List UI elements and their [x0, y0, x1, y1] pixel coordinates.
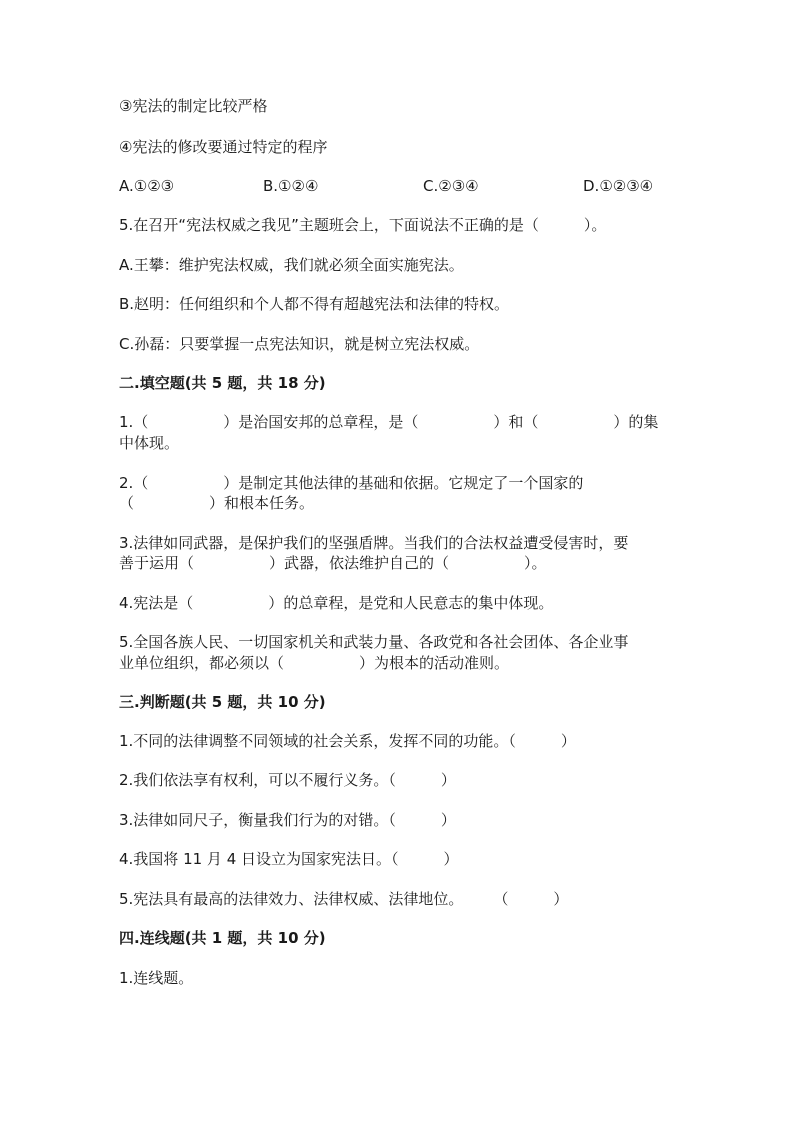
q4-option-d: D.①②③④ [583, 177, 654, 195]
fill-q1-line1: 1.（ ）是治国安邦的总章程，是（ ）和（ ）的集 [119, 413, 659, 431]
judge-q4: 4.我国将 11 月 4 日设立为国家宪法日。（ ） [119, 850, 459, 868]
judge-q2: 2.我们依法享有权利，可以不履行义务。（ ） [119, 771, 456, 789]
judge-q1: 1.不同的法律调整不同领域的社会关系，发挥不同的功能。（ ） [119, 732, 576, 750]
match-q1: 1.连线题。 [119, 969, 194, 987]
fill-q5-line1: 5.全国各族人民、一切国家机关和武装力量、各政党和各社会团体、各企业事 [119, 633, 629, 651]
q4-item-4: ④宪法的修改要通过特定的程序 [119, 138, 328, 156]
q5-option-a: A.王攀：维护宪法权威，我们就必须全面实施宪法。 [119, 256, 464, 274]
fill-q3-line2: 善于运用（ ）武器，依法维护自己的（ ）。 [119, 554, 547, 572]
q5-option-c: C.孙磊：只要掌握一点宪法知识，就是树立宪法权威。 [119, 335, 480, 353]
q4-option-a: A.①②③ [119, 177, 175, 195]
q5-stem: 5.在召开“宪法权威之我见”主题班会上，下面说法不正确的是（ ）。 [119, 216, 607, 234]
fill-q2-line2: （ ）和根本任务。 [119, 494, 315, 512]
fill-q2-line1: 2.（ ）是制定其他法律的基础和依据。它规定了一个国家的 [119, 474, 584, 492]
q4-item-3: ③宪法的制定比较严格 [119, 97, 268, 115]
fill-q3-line1: 3.法律如同武器，是保护我们的坚强盾牌。当我们的合法权益遭受侵害时，要 [119, 534, 629, 552]
fill-q4: 4.宪法是（ ）的总章程，是党和人民意志的集中体现。 [119, 594, 554, 612]
fill-q5-line2: 业单位组织，都必须以（ ）为根本的活动准则。 [119, 654, 510, 672]
q5-option-b: B.赵明：任何组织和个人都不得有超越宪法和法律的特权。 [119, 295, 510, 313]
q4-option-b: B.①②④ [263, 177, 319, 195]
judge-q3: 3.法律如同尺子，衡量我们行为的对错。（ ） [119, 811, 456, 829]
section-3-title: 三.判断题(共 5 题，共 10 分) [119, 693, 326, 711]
q4-option-c: C.②③④ [423, 177, 479, 195]
section-2-title: 二.填空题(共 5 题，共 18 分) [119, 374, 326, 392]
judge-q5: 5.宪法具有最高的法律效力、法律权威、法律地位。 （ ） [119, 890, 569, 908]
fill-q1-line2: 中体现。 [119, 434, 180, 452]
section-4-title: 四.连线题(共 1 题，共 10 分) [119, 929, 326, 947]
